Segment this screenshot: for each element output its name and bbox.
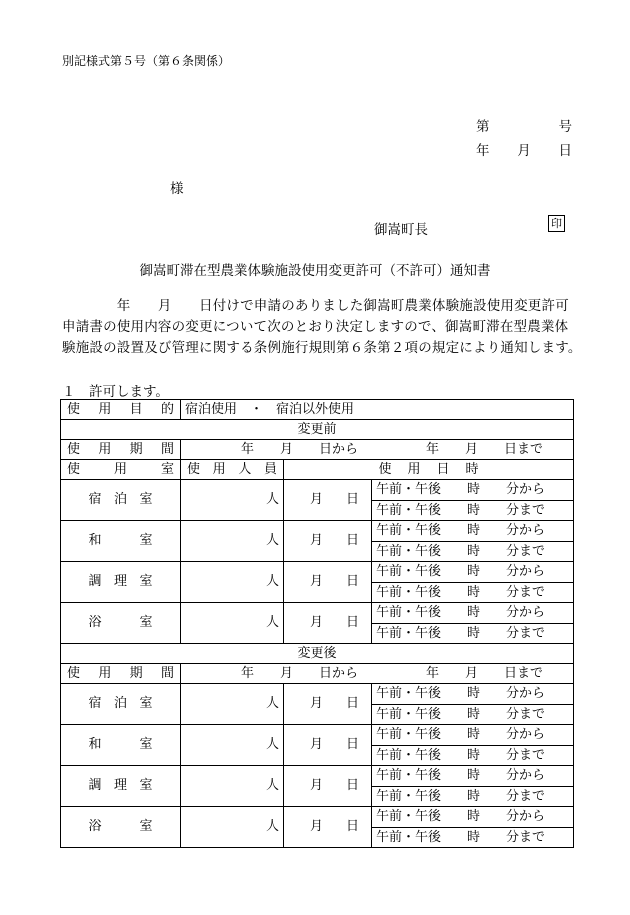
time-from: 午前・午後 時 分から (372, 807, 574, 828)
usage-date: 月 日 (284, 766, 372, 807)
form-number: 別記様式第５号（第６条関係） (62, 54, 231, 68)
time-from: 午前・午後 時 分から (372, 684, 574, 705)
datetime-label: 使用日時 (284, 460, 574, 480)
period-label: 使用期間 (61, 664, 181, 684)
time-to: 午前・午後 時 分まで (372, 704, 574, 725)
period-label: 使用期間 (61, 440, 181, 460)
time-to: 午前・午後 時 分まで (372, 541, 574, 562)
people-count: 人 (181, 766, 284, 807)
after-label: 変更後 (61, 644, 574, 664)
period-from: 年 月 日から (241, 442, 359, 457)
usage-date: 月 日 (284, 807, 372, 848)
room-row (61, 725, 574, 746)
period-value (181, 664, 574, 684)
time-from: 午前・午後 時 分から (372, 480, 574, 501)
room-row (61, 603, 574, 624)
purpose-value: 宿泊使用 ・ 宿泊以外使用 (181, 400, 574, 420)
room-row (61, 521, 574, 542)
room-name: 調理室 (61, 562, 181, 603)
usage-date: 月 日 (284, 684, 372, 725)
time-from: 午前・午後 時 分から (372, 521, 574, 542)
people-count: 人 (181, 480, 284, 521)
people-count: 人 (181, 725, 284, 766)
people-count: 人 (181, 603, 284, 644)
people-label: 使用人員 (181, 460, 284, 480)
usage-date: 月 日 (284, 603, 372, 644)
after-period-row (61, 664, 574, 684)
room-name: 調理室 (61, 766, 181, 807)
after-header-row (61, 644, 574, 664)
before-label: 変更前 (61, 420, 574, 440)
people-count: 人 (181, 562, 284, 603)
usage-date: 月 日 (284, 521, 372, 562)
room-row (61, 480, 574, 501)
document-number-date (476, 115, 572, 163)
period-value (181, 440, 574, 460)
time-from: 午前・午後 時 分から (372, 766, 574, 787)
body-text (62, 296, 582, 359)
time-from: 午前・午後 時 分から (372, 562, 574, 583)
usage-date: 月 日 (284, 480, 372, 521)
issuer-name: 御嵩町長 (374, 222, 428, 238)
period-from: 年 月 日から (241, 666, 359, 681)
room-name: 和室 (61, 725, 181, 766)
time-to: 午前・午後 時 分まで (372, 827, 574, 848)
room-header-row (61, 460, 574, 480)
doc-no-suffix: 号 (558, 119, 572, 135)
room-name: 宿泊室 (61, 684, 181, 725)
room-name: 浴室 (61, 807, 181, 848)
people-count: 人 (181, 807, 284, 848)
time-from: 午前・午後 時 分から (372, 725, 574, 746)
before-header-row (61, 420, 574, 440)
time-to: 午前・午後 時 分まで (372, 500, 574, 521)
room-row (61, 562, 574, 583)
room-row (61, 766, 574, 787)
people-count: 人 (181, 684, 284, 725)
purpose-row (61, 400, 574, 420)
people-count: 人 (181, 521, 284, 562)
time-to: 午前・午後 時 分まで (372, 582, 574, 603)
date-month: 月 (517, 143, 531, 159)
time-from: 午前・午後 時 分から (372, 603, 574, 624)
doc-no-prefix: 第 (476, 119, 490, 135)
decision-item: １ 許可します。 (62, 384, 169, 400)
seal-mark: 印 (548, 215, 565, 232)
time-to: 午前・午後 時 分まで (372, 623, 574, 644)
period-to: 年 月 日まで (426, 442, 544, 457)
time-to: 午前・午後 時 分まで (372, 745, 574, 766)
usage-date: 月 日 (284, 562, 372, 603)
body-line-1: 年 月 日付けで申請のありました御嵩町農業体験施設使用変更許可 (62, 298, 569, 314)
addressee-suffix: 様 (170, 181, 184, 197)
before-period-row (61, 440, 574, 460)
room-name: 浴室 (61, 603, 181, 644)
body-line-3: 験施設の設置及び管理に関する条例施行規則第６条第２項の規定により通知します。 (62, 340, 582, 356)
time-to: 午前・午後 時 分まで (372, 786, 574, 807)
room-row (61, 807, 574, 828)
purpose-label: 使用目的 (61, 400, 181, 420)
room-label: 使用室 (61, 460, 181, 480)
period-to: 年 月 日まで (426, 666, 544, 681)
body-line-2: 申請書の使用内容の変更について次のとおり決定しますので、御嵩町滞在型農業体 (62, 319, 569, 335)
date-year: 年 (476, 143, 490, 159)
usage-table (60, 399, 574, 848)
room-row (61, 684, 574, 705)
document-title: 御嵩町滞在型農業体験施設使用変更許可（不許可）通知書 (139, 263, 491, 279)
usage-date: 月 日 (284, 725, 372, 766)
room-name: 宿泊室 (61, 480, 181, 521)
date-day: 日 (558, 143, 572, 159)
room-name: 和室 (61, 521, 181, 562)
